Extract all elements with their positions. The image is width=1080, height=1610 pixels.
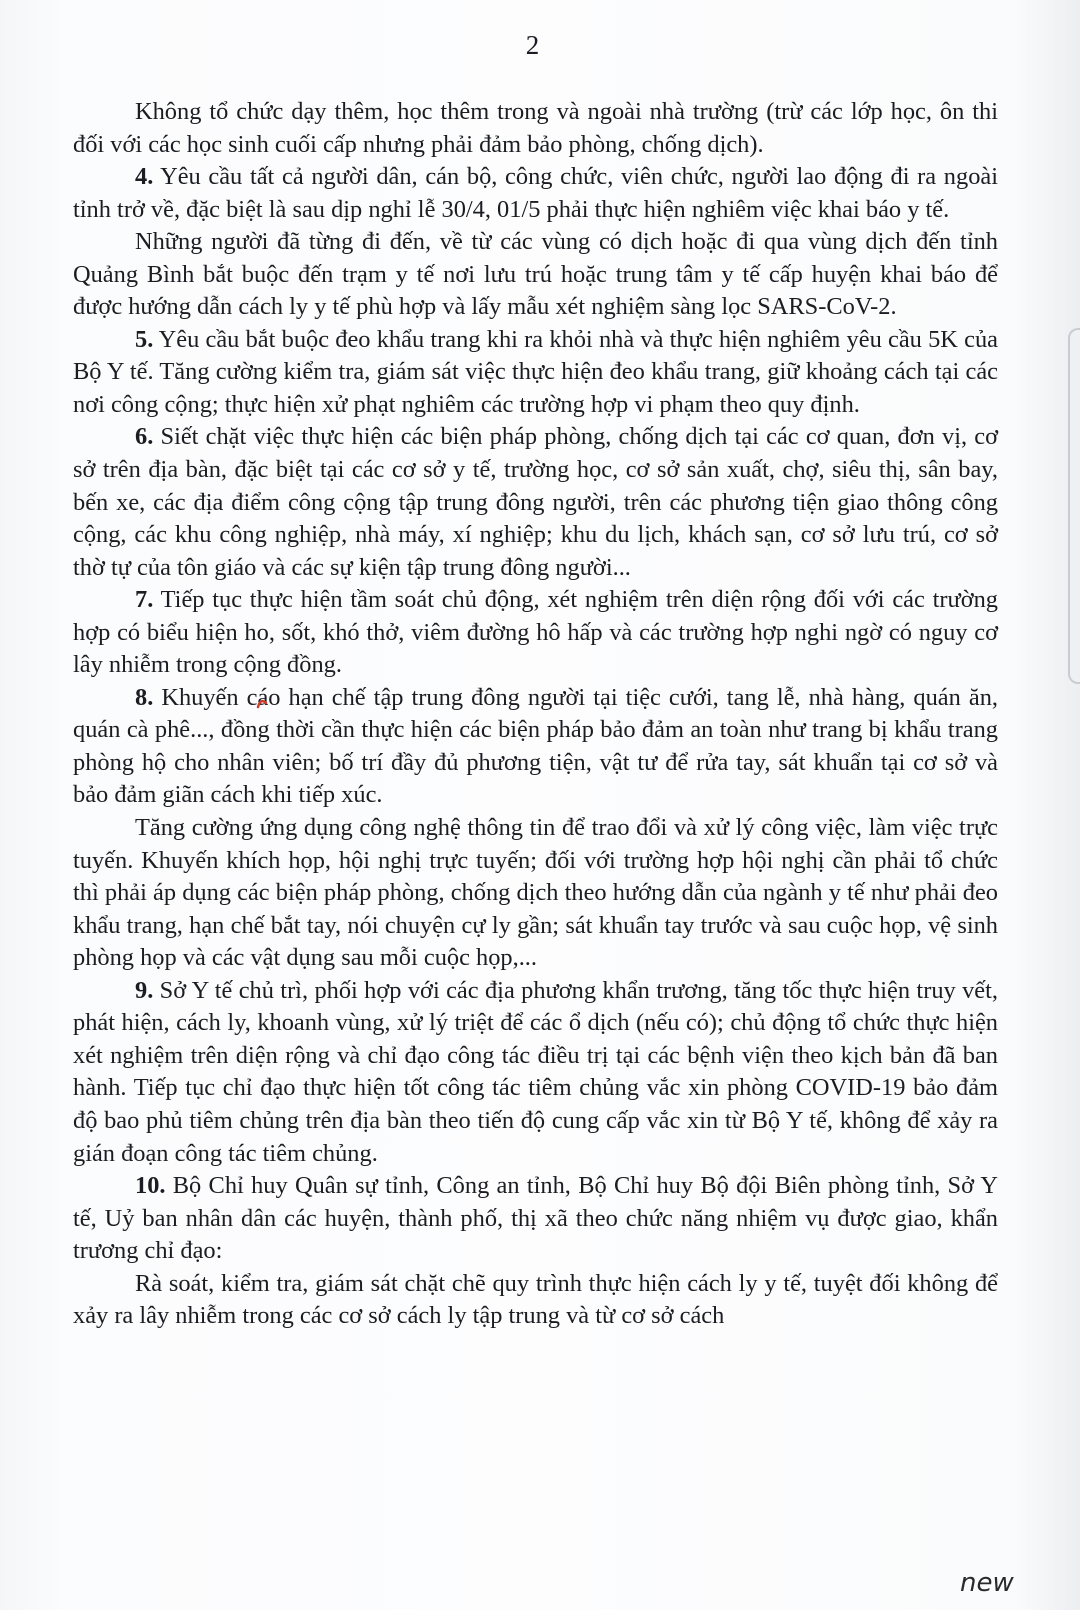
- paragraph-item-7: 7. Tiếp tục thực hiện tầm soát chủ động, xét nghiệm trên diện rộng đối với các trường hợp có biểu hiện ho, sốt, khó thở, viêm đường hô hấp và các trường hợp nghi ngờ có nguy cơ lây nhiễm trong cộng đồng.: [73, 586, 998, 679]
- handwritten-note: new: [960, 1568, 1014, 1598]
- paragraph: Tăng cường ứng dụng công nghệ thông tin để trao đổi và xử lý công việc, làm việc trực tuyến. Khuyến khích họp, hội nghị trực tuyến; đối với trường hợp hội nghị cần phải tổ chức thì phải áp dụng các biện pháp phòng, chống dịch theo hướng dẫn của ngành y tế như phải đeo khẩu trang, hạn chế bắt tay, nói chuyện cự ly gần; sát khuẩn tay trước và sau cuộc họp, vệ sinh phòng họp và các vật dụng sau mỗi cuộc họp,...: [73, 814, 998, 972]
- document-body: [73, 96, 998, 1333]
- item-number: 9.: [135, 976, 154, 1004]
- paragraph-item-4: 4. Yêu cầu tất cả người dân, cán bộ, công chức, viên chức, người lao động đi ra ngoài tỉnh trở về, đặc biệt là sau dịp nghỉ lễ 30/4, 01/5 phải thực hiện nghiêm việc khai báo y tế.: [73, 163, 998, 223]
- item-number: 10.: [135, 1172, 166, 1200]
- paragraph-item-9: 9. Sở Y tế chủ trì, phối hợp với các địa phương khẩn trương, tăng tốc thực hiện truy vết, phát hiện, cách ly, khoanh vùng, xử lý triệt để các ổ dịch (nếu có); chủ động tổ chức thực hiện xét nghiệm trên diện rộng và chỉ đạo công tác điều trị tại các bệnh viện theo kịch bản đã ban hành. Tiếp tục chỉ đạo thực hiện tốt công tác tiêm chủng vắc xin phòng COVID-19 bảo đảm độ bao phủ tiêm chủng trên địa bàn theo tiến độ cung cấp vắc xin từ Bộ Y tế, không để xảy ra gián đoạn công tác tiêm chủng.: [73, 976, 998, 1167]
- paragraph: Không tổ chức dạy thêm, học thêm trong và ngoài nhà trường (trừ các lớp học, ôn thi đối với các học sinh cuối cấp nhưng phải đảm bảo phòng, chống dịch).: [73, 98, 998, 158]
- pen-mark-icon: [256, 698, 268, 710]
- item-number: 8.: [135, 683, 154, 711]
- item-number: 5.: [135, 325, 154, 353]
- side-panel-handle[interactable]: [1068, 328, 1080, 684]
- page-number: 2: [525, 30, 540, 60]
- paragraph: Những người đã từng đi đến, về từ các vùng có dịch hoặc đi qua vùng dịch đến tỉnh Quảng Bình bắt buộc đến trạm y tế nơi lưu trú hoặc trung tâm y tế cấp huyện khai báo để được hướng dẫn cách ly y tế phù hợp và lấy mẫu xét nghiệm sàng lọc SARS-CoV-2.: [73, 228, 998, 321]
- paragraph-item-8: 8. Khuyến cáo hạn chế tập trung đông người tại tiệc cưới, tang lễ, nhà hàng, quán ăn, quán cà phê..., đồng thời cần thực hiện các biện pháp bảo đảm an toàn như trang bị khẩu trang phòng hộ cho nhân viên; bố trí đầy đủ phương tiện, vật tư để rửa tay, sát khuẩn tại cơ sở và bảo đảm giãn cách khi tiếp xúc.: [73, 683, 998, 809]
- item-number: 4.: [135, 163, 154, 191]
- paragraph-item-10: 10. Bộ Chỉ huy Quân sự tỉnh, Công an tỉnh, Bộ Chỉ huy Bộ đội Biên phòng tỉnh, Sở Y tế, Uỷ ban nhân dân các huyện, thành phố, thị xã theo chức năng nhiệm vụ được giao, khẩn trương chỉ đạo:: [73, 1172, 998, 1265]
- paragraph-item-5: 5. Yêu cầu bắt buộc đeo khẩu trang khi ra khỏi nhà và thực hiện nghiêm yêu cầu 5K của Bộ Y tế. Tăng cường kiểm tra, giám sát việc thực hiện đeo khẩu trang, giữ khoảng cách tại các nơi công cộng; thực hiện xử phạt nghiêm các trường hợp vi phạm theo quy định.: [73, 325, 998, 418]
- item-number: 7.: [135, 586, 154, 614]
- paragraph: Rà soát, kiểm tra, giám sát chặt chẽ quy trình thực hiện cách ly y tế, tuyệt đối không để xảy ra lây nhiễm trong các cơ sở cách ly tập trung và từ cơ sở cách: [73, 1269, 998, 1330]
- paragraph-item-6: 6. Siết chặt việc thực hiện các biện pháp phòng, chống dịch tại các cơ quan, đơn vị, cơ sở trên địa bàn, đặc biệt tại các cơ sở y tế, trường học, cơ sở sản xuất, chợ, siêu thị, sân bay, bến xe, các địa điểm công cộng tập trung đông người, trên các phương tiện giao thông công cộng, các khu công nghiệp, nhà máy, xí nghiệp; khu du lịch, khách sạn, cơ sở lưu trú, cơ sở thờ tự của tôn giáo và các sự kiện tập trung đông người...: [73, 423, 998, 581]
- item-number: 6.: [135, 423, 154, 451]
